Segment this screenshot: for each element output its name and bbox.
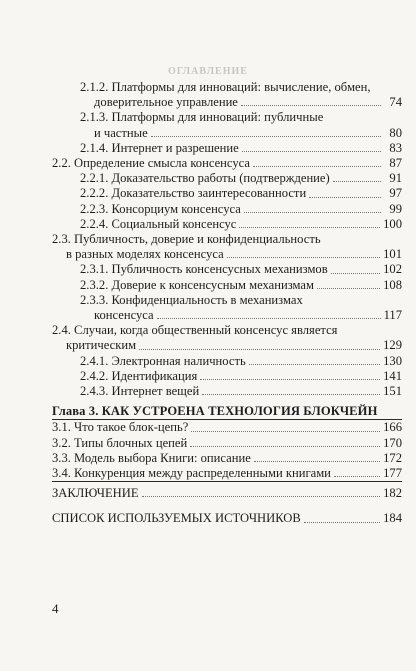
chapter-title: Глава 3. КАК УСТРОЕНА ТЕХНОЛОГИЯ БЛОКЧЕЙН	[52, 404, 378, 419]
toc-entry[interactable]	[80, 141, 402, 156]
dot-leader	[309, 197, 381, 198]
entry-label	[80, 186, 306, 201]
entry-number: 2.2.2.	[80, 186, 109, 201]
entry-label	[80, 278, 314, 293]
page-number: 4	[52, 601, 59, 616]
entry-number: 2.1.4.	[80, 140, 109, 155]
toc-entry[interactable]	[80, 278, 402, 293]
entry-number: 2.3.1.	[80, 262, 109, 277]
dot-leader	[254, 461, 380, 462]
entry-number: 2.4.3.	[80, 384, 109, 399]
entry-label	[66, 247, 224, 262]
entry-title: Платформы для инноваций: вычисление, обмен,	[111, 80, 371, 94]
entry-label	[80, 202, 241, 217]
entry-number: 2.2.3.	[80, 201, 109, 216]
entry-page: 182	[383, 486, 402, 501]
entry-number: 2.4.1.	[80, 353, 109, 368]
entry-title: Конфиденциальность в механизмах	[111, 292, 303, 307]
entry-page: 87	[389, 156, 402, 171]
entry-number: 3.2.	[52, 435, 71, 450]
dot-leader	[151, 136, 381, 137]
running-header: ОГЛАВЛЕНИЕ	[168, 66, 248, 77]
entry-label	[94, 308, 154, 323]
entry-number: 2.4.	[52, 323, 71, 338]
entry-title: Модель выбора Книги: описание	[74, 450, 251, 465]
toc-entry[interactable]	[80, 384, 402, 399]
entry-number: 3.4.	[52, 466, 71, 481]
entry-label	[94, 95, 238, 110]
dot-leader	[242, 151, 381, 152]
entry-title: в разных моделях консенсуса	[66, 247, 224, 262]
entry-title: Платформы для инноваций: публичные	[111, 110, 324, 125]
entry-title: Интернет вещей	[111, 384, 200, 399]
entry-number: 2.3.2.	[80, 277, 109, 292]
dot-leader	[331, 273, 380, 274]
entry-title: Социальный консенсус	[111, 216, 237, 231]
dot-leader	[241, 105, 381, 106]
entry-label	[80, 171, 330, 186]
entry-page: 184	[383, 511, 402, 526]
entry-title: консенсуса	[94, 308, 154, 323]
entry-page: 83	[389, 140, 402, 155]
entry-label	[80, 369, 197, 384]
entry-title: Интернет и разрешение	[111, 140, 239, 155]
dot-leader	[190, 446, 380, 447]
entry-number: 3.3.	[52, 450, 71, 465]
dot-leader	[200, 379, 380, 380]
entry-label: СПИСОК ИСПОЛЬЗУЕМЫХ ИСТОЧНИКОВ	[52, 511, 301, 526]
entry-title: Доверие к консенсусным механизмам	[111, 277, 314, 292]
dot-leader	[157, 318, 381, 319]
entry-title: Что такое блок-цепь?	[74, 420, 189, 435]
entry-label	[80, 217, 236, 232]
entry-page: 97	[389, 186, 402, 201]
toc-entry[interactable]	[52, 451, 402, 466]
chapter-3-heading	[52, 404, 402, 419]
toc-entry[interactable]	[80, 217, 402, 232]
entry-page: 99	[389, 201, 402, 216]
entry-title: Конкуренция между распределенными книгами	[74, 466, 331, 481]
toc-entry[interactable]	[52, 323, 402, 353]
entry-title: Типы блочных цепей	[74, 435, 188, 450]
entry-label	[80, 141, 239, 156]
entry-number: 2.3.	[52, 232, 71, 247]
entry-number: 2.2.1.	[80, 171, 109, 186]
entry-number: 2.2.4.	[80, 216, 109, 231]
entry-title: критическим	[66, 338, 137, 353]
entry-page: 108	[383, 277, 402, 292]
entry-number: 2.3.3.	[80, 292, 109, 307]
entry-page: 80	[389, 125, 402, 140]
dot-leader	[191, 431, 380, 432]
entry-page: 172	[383, 450, 402, 465]
dot-leader	[139, 349, 380, 350]
dot-leader	[142, 496, 381, 497]
entry-label	[94, 126, 148, 141]
entry-label	[80, 110, 323, 125]
entry-number: 3.1.	[52, 420, 71, 435]
dot-leader	[334, 476, 380, 477]
entry-title: и частные	[94, 125, 148, 140]
entry-label	[52, 323, 337, 338]
toc-entry[interactable]	[80, 186, 402, 201]
entry-title: Консорциум консенсуса	[111, 201, 241, 216]
entry-page: 130	[383, 353, 402, 368]
entry-label	[52, 156, 250, 171]
toc-entry[interactable]	[80, 171, 402, 186]
entry-label	[80, 80, 371, 95]
entry-number: 2.1.3.	[80, 110, 109, 125]
entry-page: 151	[383, 384, 402, 399]
entry-label	[80, 262, 328, 277]
toc-entry[interactable]	[52, 232, 402, 262]
dot-leader	[333, 181, 381, 182]
entry-page: 117	[383, 308, 402, 323]
entry-label	[52, 420, 188, 435]
entry-label	[52, 232, 321, 247]
dot-leader	[202, 394, 380, 395]
toc-entry[interactable]	[80, 80, 402, 110]
dot-leader	[239, 227, 380, 228]
toc-entry[interactable]	[52, 156, 402, 171]
dot-leader	[317, 288, 380, 289]
toc-entry[interactable]	[52, 466, 402, 481]
toc-entry[interactable]	[80, 354, 402, 369]
entry-page: 91	[389, 171, 402, 186]
toc-entry[interactable]	[80, 293, 402, 323]
section-2-entries	[52, 80, 402, 399]
entry-page: 100	[383, 216, 402, 231]
dot-leader	[244, 212, 381, 213]
entry-label	[80, 293, 303, 308]
toc-entry[interactable]	[52, 420, 402, 435]
entry-title: Электронная наличность	[111, 353, 246, 368]
table-of-contents	[52, 80, 402, 527]
toc-entry-conclusion[interactable]	[52, 486, 402, 501]
toc-entry-references[interactable]	[52, 511, 402, 526]
entry-title: Случаи, когда общественный консенсус является	[74, 323, 338, 338]
toc-entry[interactable]	[80, 110, 402, 140]
entry-page: 129	[383, 338, 402, 353]
entry-page: 141	[383, 368, 402, 383]
entry-page: 170	[383, 435, 402, 450]
entry-label: ЗАКЛЮЧЕНИЕ	[52, 486, 139, 501]
entry-title: Доказательство работы (подтверждение)	[111, 171, 330, 186]
entry-label	[66, 338, 136, 353]
toc-entry[interactable]	[80, 202, 402, 217]
entry-page: 102	[383, 262, 402, 277]
entry-label	[80, 384, 199, 399]
entry-label	[52, 466, 331, 481]
entry-label	[52, 451, 251, 466]
toc-entry[interactable]	[80, 262, 402, 277]
dot-leader	[227, 257, 380, 258]
entry-title: Публичность консенсусных механизмов	[111, 262, 328, 277]
toc-entry[interactable]	[52, 436, 402, 451]
entry-title: Определение смысла консенсуса	[74, 156, 250, 171]
entry-number: 2.2.	[52, 156, 71, 171]
entry-page: 101	[383, 247, 402, 262]
entry-number: 2.1.2.	[80, 80, 109, 94]
toc-entry[interactable]	[80, 369, 402, 384]
entry-label	[80, 354, 246, 369]
entry-title: доверительное управление	[94, 95, 238, 110]
entry-page: 74	[389, 95, 402, 110]
entry-page: 177	[383, 466, 402, 481]
entry-page: 166	[383, 420, 402, 435]
dot-leader	[249, 364, 380, 365]
dot-leader	[253, 166, 381, 167]
entry-title: Доказательство заинтересованности	[111, 186, 307, 201]
entry-title: Публичность, доверие и конфиденциальность	[74, 232, 321, 247]
entry-label	[52, 436, 187, 451]
dot-leader	[304, 522, 380, 523]
chapter-3-entries	[52, 420, 402, 481]
entry-number: 2.4.2.	[80, 368, 109, 383]
entry-title: Идентификация	[111, 368, 198, 383]
